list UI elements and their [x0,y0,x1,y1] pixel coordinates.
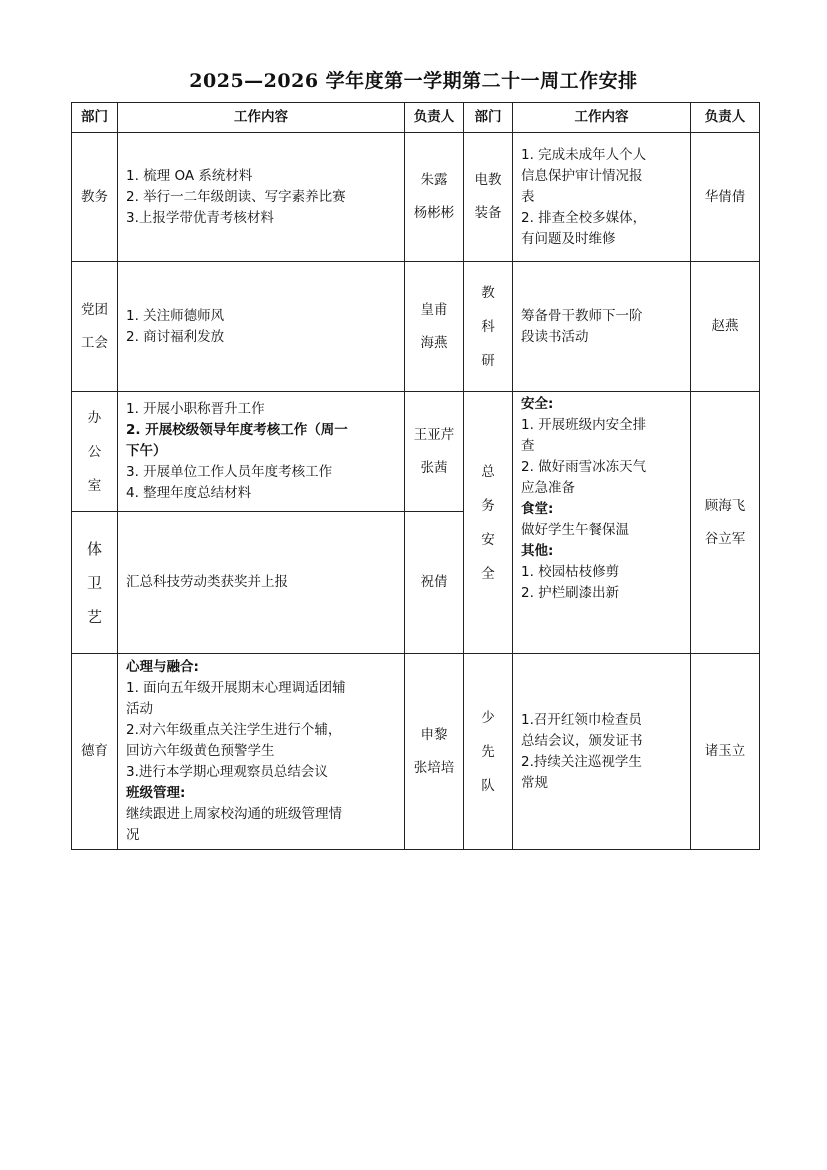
dept-char: 研 [481,352,495,369]
dept-deyu: 德育 [72,654,118,850]
content-line: 1. 开展小职称晋升工作 [126,401,265,417]
row-deyu [72,654,760,850]
dept-tiweiyi [72,512,118,654]
owner-tiweiyi: 祝倩 [405,512,464,654]
content-line: 做好学生午餐保温 [521,522,629,538]
dept-char: 总 [481,463,495,480]
dept-jiaowu: 教务 [72,133,118,262]
content-line: 其他: [521,543,554,559]
content-line: 1.召开红领巾检查员 [521,711,642,728]
content-line: 表 [521,188,535,205]
content-line: 回访六年级黄色预警学生 [126,743,275,759]
owner-name: 朱露 [420,172,448,188]
dept-char: 队 [481,777,495,794]
dept-char: 装备 [474,205,502,221]
dept-bangongshi [72,392,118,512]
content-line: 应急准备 [521,480,575,496]
content-tiweiyi [118,512,405,654]
dept-char: 公 [87,443,102,460]
content-line: 2. 商讨福利发放 [126,328,225,345]
owner-dangtuan [405,262,464,392]
content-line: 心理与融合: [126,659,199,675]
dept-shaoxiandui [464,654,513,850]
content-line: 4. 整理年度总结材料 [126,485,252,501]
content-jiaowu [118,133,405,262]
header-owner: 负责人 [405,103,464,133]
header-content-2: 工作内容 [513,103,691,133]
dept-char: 先 [481,743,495,760]
content-line: 1. 关注师德师风 [126,307,225,324]
owner-name: 申黎 [420,726,448,743]
owner-jiaowu [405,133,464,262]
owner-dianjiao: 华倩倩 [691,133,760,262]
content-line: 汇总科技劳动类获奖并上报 [126,574,288,590]
content-line: 3.上报学带优青考核材料 [126,209,274,226]
schedule-table [71,102,760,850]
owner-name: 王亚芹 [413,426,455,443]
content-line: 1. 完成未成年人个人 [521,146,647,163]
content-dangtuan [118,262,405,392]
content-line: 3.进行本学期心理观察员总结会议 [126,764,328,780]
dept-char: 少 [481,709,495,726]
content-line: 信息保护审计情况报 [521,167,643,184]
content-line: 安全: [521,396,554,412]
dept-dangtuan [72,262,118,392]
header-owner-2: 负责人 [691,103,760,133]
content-line: 1. 开展班级内安全排 [521,417,647,433]
owner-zongwu [691,392,760,654]
page-title: 2025—2026 学年度第一学期第二十一周工作安排 [189,70,638,92]
dept-char: 全 [481,565,495,582]
content-line: 常规 [521,774,548,791]
content-bangongshi [118,392,405,512]
content-dianjiao [513,133,691,262]
dept-char: 体 [86,539,102,558]
content-line: 2.对六年级重点关注学生进行个辅， [126,722,342,738]
owner-jiaokeyan: 赵燕 [691,262,760,392]
content-line: 1. 面向五年级开展期末心理调适团辅 [126,680,346,696]
dept-char: 卫 [86,573,102,592]
dept-char: 安 [481,531,495,548]
content-line: 2. 举行一二年级朗读、写字素养比赛 [126,188,346,205]
content-shaoxiandui [513,654,691,850]
dept-char: 办 [87,409,102,426]
dept-dianjiao [464,133,513,262]
owner-name: 皇甫 [420,301,448,318]
content-zongwu [513,392,691,654]
content-line: 1. 校园枯枝修剪 [521,564,620,580]
content-jiaokeyan [513,262,691,392]
row-dangtuan [72,262,760,392]
content-line: 段读书活动 [521,328,589,345]
dept-char: 教 [481,284,495,301]
row-bangongshi [72,392,760,512]
content-line: 活动 [126,701,153,717]
content-line: 1. 梳理 OA 系统材料 [126,167,253,184]
content-line: 2. 做好雨雪冰冻天气 [521,459,647,475]
owner-name: 张培培 [413,759,455,776]
content-line: 2.持续关注巡视学生 [521,753,642,770]
content-line: 查 [521,438,535,454]
content-line: 2. 开展校级领导年度考核工作（周一 [126,422,348,438]
header-row [72,103,760,133]
content-line: 筹备骨干教师下一阶 [521,307,643,324]
dept-char: 工会 [81,334,108,351]
content-line: 继续跟进上周家校沟通的班级管理情 [126,806,342,822]
header-content: 工作内容 [118,103,405,133]
content-line: 下午） [126,443,167,459]
dept-zongwu [464,392,513,654]
content-line: 况 [126,827,140,843]
owner-deyu [405,654,464,850]
content-line: 有问题及时维修 [521,230,616,247]
content-line: 2. 排查全校多媒体， [521,209,647,226]
owner-name: 顾海飞 [704,497,746,514]
dept-char: 艺 [86,607,102,626]
owner-name: 海燕 [420,334,448,351]
row-jiaowu [72,133,760,262]
header-dept: 部门 [72,103,118,133]
dept-char: 务 [481,497,495,514]
content-line: 食堂: [521,501,554,517]
content-line: 总结会议，颁发证书 [521,732,643,749]
owner-shaoxiandui: 诸玉立 [691,654,760,850]
dept-char: 电教 [474,172,502,188]
content-line: 班级管理: [126,785,186,801]
dept-jiaokeyan [464,262,513,392]
dept-char: 室 [87,477,102,494]
content-deyu [118,654,405,850]
owner-name: 谷立军 [704,530,746,547]
dept-char: 党团 [81,301,108,318]
owner-name: 杨彬彬 [413,205,455,221]
content-line: 2. 护栏刷漆出新 [521,585,620,601]
dept-char: 科 [481,318,495,335]
header-dept-2: 部门 [464,103,513,133]
owner-bangongshi [405,392,464,512]
owner-name: 张茜 [420,459,448,476]
content-line: 3. 开展单位工作人员年度考核工作 [126,464,333,480]
